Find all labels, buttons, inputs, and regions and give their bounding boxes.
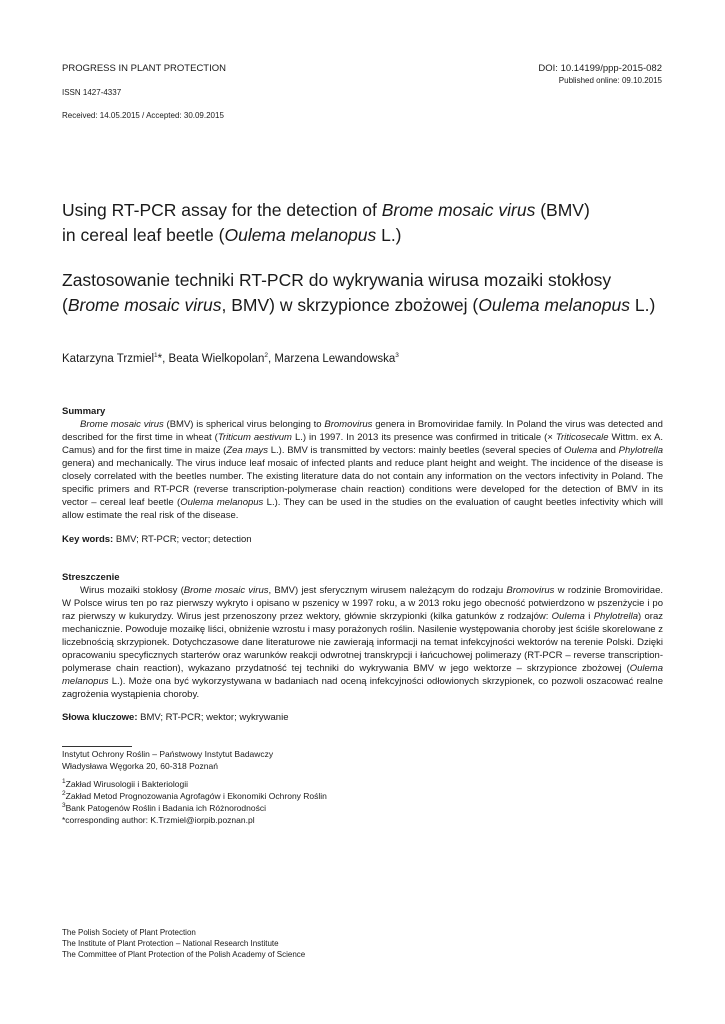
corresponding-author: *corresponding author: K.Trzmiel@iorpib.poznan.pl	[62, 815, 255, 825]
affiliation-3: $^3$Bank Patogenów Roślin i Badania ich Różnorodności	[62, 802, 266, 813]
received-accepted-dates: Received: 14.05.2015 / Accepted: 30.09.2015	[62, 111, 224, 120]
published-date: Published online: 09.10.2015	[558, 76, 662, 85]
affiliation-2: $^2$Zakład Metod Prognozowania Agrofagów i Ekonomiki Ochrony Roślin	[62, 790, 327, 801]
affiliation-1: $^1$Zakład Wirusologii i Bakteriologii	[62, 778, 188, 789]
society-3: The Committee of Plant Protection of the Polish Academy of Science	[62, 950, 306, 959]
title-english: Using RT-PCR assay for the detection of Brome mosaic virus (BMV) in cereal leaf beetle (Oulema melanopus L.)	[62, 200, 590, 245]
streszczenie-heading: Streszczenie	[62, 572, 120, 583]
title-polish: Zastosowanie techniki RT-PCR do wykrywania wirusa mozaiki stokłosy (Brome mosaic virus, BMV) w skrzypionce zbożowej (Oulema melanopus L.)	[62, 270, 656, 315]
society-2: The Institute of Plant Protection – National Research Institute	[62, 939, 279, 948]
society-1: The Polish Society of Plant Protection	[62, 928, 196, 937]
footnote-separator	[62, 746, 132, 747]
doi: DOI: 10.14199/ppp-2015-082	[538, 63, 662, 74]
streszczenie-text: Wirus mozaiki stokłosy (Brome mosaic virus, BMV) jest sferycznym wirusem należącym do rodzaju Bromovirus w rodzinie Bromoviridae. W Polsce wirus ten po raz pierwszy wykryto i opisano w pszenicy w 1997 roku, a w 2013 roku jego obecność potwierdzono w pszenżycie i po raz pierwszy w kukurydzy. Wirus jest przenoszony przez wektory, głównie skrzypionki (kilka gatunków z rodzajów: Oulema i Phylotrella) oraz mechanicznie. Powoduje mozaikę liści, obniżenie wzrostu i masy porażonych roślin. Nasilenie występowania choroby jest ściśle skorelowane z liczebnością skrzypionek. Dotychczasowe dane literaturowe nie zawierają informacji na temat infekcyjności wektorów na terenie Polski. Dzięki opracowaniu specyficznych starterów oraz warunków reakcji odwrotnej transkrypcji i łańcuchowej polimerazy (RT-PCR – reverse transcription-polymerase chain reaction), wykazano przydatność tej techniki do wykrywania BMV w jego wektorze – skrzypionce zbożowej (Oulema melanopus L.). Może ona być wykorzystywana w badaniach nad oceną infekcyjności odłowionych skrzypionek, co pozwoli oszacować realne zagrożenia wystąpienia choroby.	[62, 585, 664, 700]
institute-name: Instytut Ochrony Roślin – Państwowy Instytut Badawczy	[62, 749, 274, 759]
authors: Katarzyna Trzmiel$^1$*, Beata Wielkopolan$^2$, Marzena Lewandowska$^3$	[62, 352, 399, 365]
summary-text: Brome mosaic virus (BMV) is spherical virus belonging to Bromovirus genera in Bromoviridae family. In Poland the virus was detected and described for the first time in wheat (Triticum aestivum L.) in 1997. In 2013 its presence was confirmed in triticale (× Triticosecale Wittm. ex A. Camus) and for the first time in maize (Zea mays L.). BMV is transmitted by vectors: mainly beetles (several species of Oulema and Phylotrella genera) and mechanically. The virus induce leaf mosaic of infected plants and reduce plant height and weight. The incidence of the disease is closely correlated with the beetles number. The existing literature data do not contain any information on the vectors infectivity in Poland. The specific primers and RT-PCR (reverse transcription-polymerase chain reaction) conditions were developed for the detection of BMV in its vector – cereal leaf beetle (Oulema melanopus L.). They can be used in the studies on the evaluation of caught beetles infectivity which will allow estimate the real risk of the disease.	[62, 419, 663, 521]
journal-name: PROGRESS IN PLANT PROTECTION	[62, 63, 226, 74]
keywords-english: Key words: BMV; RT-PCR; vector; detection	[62, 534, 252, 545]
keywords-polish: Słowa kluczowe: BMV; RT-PCR; wektor; wykrywanie	[62, 712, 289, 723]
issn: ISSN 1427-4337	[62, 88, 122, 97]
institute-address: Władysława Węgorka 20, 60-318 Poznań	[62, 761, 218, 771]
summary-heading: Summary	[62, 406, 106, 417]
